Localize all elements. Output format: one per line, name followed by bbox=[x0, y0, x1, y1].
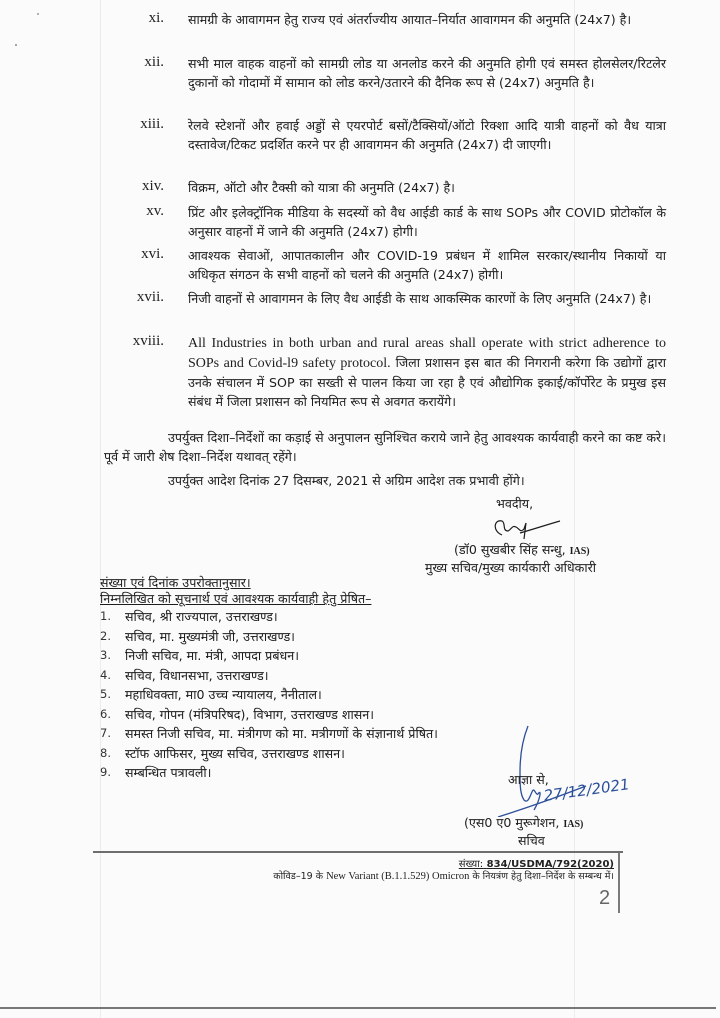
subject-hindi-suffix: के नियत्रंण हेतु दिशा–निर्देश के सम्बन्ध में। bbox=[469, 871, 614, 882]
item-number: xvi. bbox=[141, 246, 164, 262]
signatory-name bbox=[454, 541, 590, 558]
subject-english: New Variant (B.1.1.529) Omicron bbox=[326, 871, 470, 882]
signature-chief-secretary bbox=[490, 515, 570, 543]
handwritten-date: 27/12/2021 bbox=[542, 775, 631, 805]
list-text: सचिव, विधानसभा, उत्तराखण्ड। bbox=[125, 667, 269, 683]
item-text: आवश्यक सेवाओं, आपातकालीन और COVID-19 प्रबंधन में शामिल सरकार/स्थानीय निकायों या अधिकृत संगठन के सभी वाहनों को चलने की अनुमति (24x7) होगी। bbox=[188, 248, 666, 282]
subject-hindi-prefix: कोविड–19 के bbox=[273, 871, 327, 882]
item-text: प्रिंट और इलेक्ट्रॉनिक मीडिया के सदस्यों को वैध आईडी कार्ड के साथ SOPs और COVID प्रोटोकॉल के अनुसार वाहनों में जाने की अनुमति (24x7) होगी। bbox=[188, 205, 666, 239]
item-text: रेलवे स्टेशनों और हवाई अड्डों से एयरपोर्ट बसों/टैक्सियों/ऑटो रिक्शा आदि यात्री वाहनों को वैध यात्रा दस्तावेज/टिकट प्रदर्शित करने पर ही आवागमन की अनुमति (24x7) दी जाएगी। bbox=[188, 118, 666, 152]
paper-fold-line bbox=[100, 0, 101, 1018]
footer-subject bbox=[273, 869, 614, 882]
list-item bbox=[100, 744, 438, 764]
item-text: सभी माल वाहक वाहनों को सामग्री लोड या अनलोड करने की अनुमति होगी एवं समस्त होलसेलर/रिटलेर दुकानों को गोदामों में सामान को लोड करने/उतारने की दैनिक रूप से (24x7) अनुमति है। bbox=[188, 56, 666, 90]
list-text: महाधिवक्ता, मा0 उच्च न्यायालय, नैनीताल। bbox=[125, 687, 322, 702]
list-item bbox=[100, 646, 438, 666]
reference-label: संख्या: bbox=[458, 859, 484, 870]
signatory-name bbox=[464, 814, 583, 831]
reference-value: 834/USDMA/792(2020) bbox=[486, 859, 614, 870]
list-number: 3. bbox=[100, 648, 111, 662]
list-text: स्टॉफ आफिसर, मुख्य सचिव, उत्तराखण्ड शासन। bbox=[125, 745, 345, 761]
item-number: xiv. bbox=[142, 178, 164, 194]
signatory-suffix: IAS) bbox=[563, 819, 584, 830]
page-number: 2 bbox=[599, 887, 611, 909]
item-number: xii. bbox=[144, 54, 164, 70]
item-number: xviii. bbox=[132, 333, 164, 349]
signatory-designation: सचिव bbox=[518, 833, 545, 848]
paper-speck-marks bbox=[10, 10, 50, 50]
item-text-english: All Industries in both urban and rural areas shall operate with strict adherence to SOPs and Covid-l9 safety protocol. bbox=[188, 336, 666, 371]
list-number: 7. bbox=[100, 726, 111, 740]
list-item bbox=[100, 666, 438, 686]
list-text: सम्बन्धित पत्रावली। bbox=[125, 765, 212, 780]
list-text: निजी सचिव, मा. मंत्री, आपदा प्रबंधन। bbox=[125, 648, 300, 663]
item-number: xv. bbox=[146, 203, 164, 219]
list-number: 9. bbox=[100, 765, 111, 779]
list-item bbox=[100, 627, 438, 647]
list-text: सचिव, गोपन (मंत्रिपरिषद), विभाग, उत्तराखण्ड शासन। bbox=[125, 706, 375, 722]
page-bottom-edge bbox=[0, 1007, 716, 1009]
item-number: xiii. bbox=[140, 116, 164, 132]
list-number: 8. bbox=[100, 745, 111, 760]
effective-date-paragraph: उपर्युक्त आदेश दिनांक 27 दिसम्बर, 2021 से अग्रिम आदेश तक प्रभावी होंगे। bbox=[168, 473, 525, 488]
list-item bbox=[100, 724, 438, 744]
order-line: आज्ञा से, bbox=[508, 772, 549, 787]
list-item bbox=[100, 607, 438, 627]
footer-divider bbox=[93, 851, 623, 853]
item-text-hindi: जिला प्रशासन इस बात की निगरानी करेगा कि उद्योगों द्वारा उनके संचालन में SOP का सख्ती से पालन किया जा रहा है एवं औद्योगिक इकाई/कॉर्पोरेट के प्रमुख इस संबंध में जिला प्रशासन को नियमित रूप से अवगत करायेंगे। bbox=[188, 355, 666, 409]
list-number: 2. bbox=[100, 628, 111, 643]
item-text: निजी वाहनों से आवागमन के लिए वैध आईडी के साथ आकस्मिक कारणों के लिए अनुमति (24x7) है। bbox=[188, 291, 652, 306]
item-number: xvii. bbox=[136, 289, 164, 305]
item-number: xi. bbox=[148, 10, 164, 26]
list-item bbox=[100, 685, 438, 705]
item-text: सामग्री के आवागमन हेतु राज्य एवं अंतर्राज्यीय आयात–निर्यात आवागमन की अनुमति (24x7) है। bbox=[188, 12, 632, 27]
list-number: 5. bbox=[100, 687, 111, 701]
reference-line: संख्या एवं दिनांक उपरोक्तानुसार। bbox=[100, 575, 251, 590]
signatory-name-text: (एस0 ए0 मुरूगेशन, bbox=[464, 815, 560, 830]
item-text: विक्रम, ऑटो और टैक्सी को यात्रा की अनुमति (24x7) है। bbox=[188, 180, 455, 195]
salutation: भवदीय, bbox=[496, 496, 534, 511]
list-item bbox=[100, 705, 438, 725]
list-text: सचिव, श्री राज्यपाल, उत्तराखण्ड। bbox=[125, 609, 278, 624]
signatory-suffix: IAS) bbox=[569, 546, 590, 557]
list-text: समस्त निजी सचिव, मा. मंत्रीगण को मा. मत्रीगणों के संज्ञानार्थ प्रेषित। bbox=[125, 726, 438, 741]
list-number: 1. bbox=[100, 609, 111, 623]
list-text: सचिव, मा. मुख्यमंत्री जी, उत्तराखण्ड। bbox=[125, 628, 295, 644]
reference-number bbox=[459, 856, 614, 870]
recipient-list bbox=[100, 607, 438, 783]
list-number: 6. bbox=[100, 706, 111, 721]
footer-vertical-rule bbox=[618, 853, 620, 913]
closing-paragraph: उपर्युक्त दिशा–निर्देशों का कड़ाई से अनुपालन सुनिश्चित कराये जाने हेतु आवश्यक कार्यवाही करने का कष्ट करे। पूर्व में जारी शेष दिशा–निर्देश यथावत् रहेंगे। bbox=[104, 430, 666, 464]
list-number: 4. bbox=[100, 667, 111, 682]
list-item bbox=[100, 763, 438, 783]
signatory-name-text: (डॉ0 सुखबीर सिंह सन्धु, bbox=[454, 542, 566, 557]
item-text bbox=[188, 333, 666, 411]
forwarded-to-heading: निम्नलिखित को सूचनार्थ एवं आवश्यक कार्यवाही हेतु प्रेषित– bbox=[100, 591, 372, 606]
signatory-designation: मुख्य सचिव/मुख्य कार्यकारी अधिकारी bbox=[425, 560, 596, 575]
